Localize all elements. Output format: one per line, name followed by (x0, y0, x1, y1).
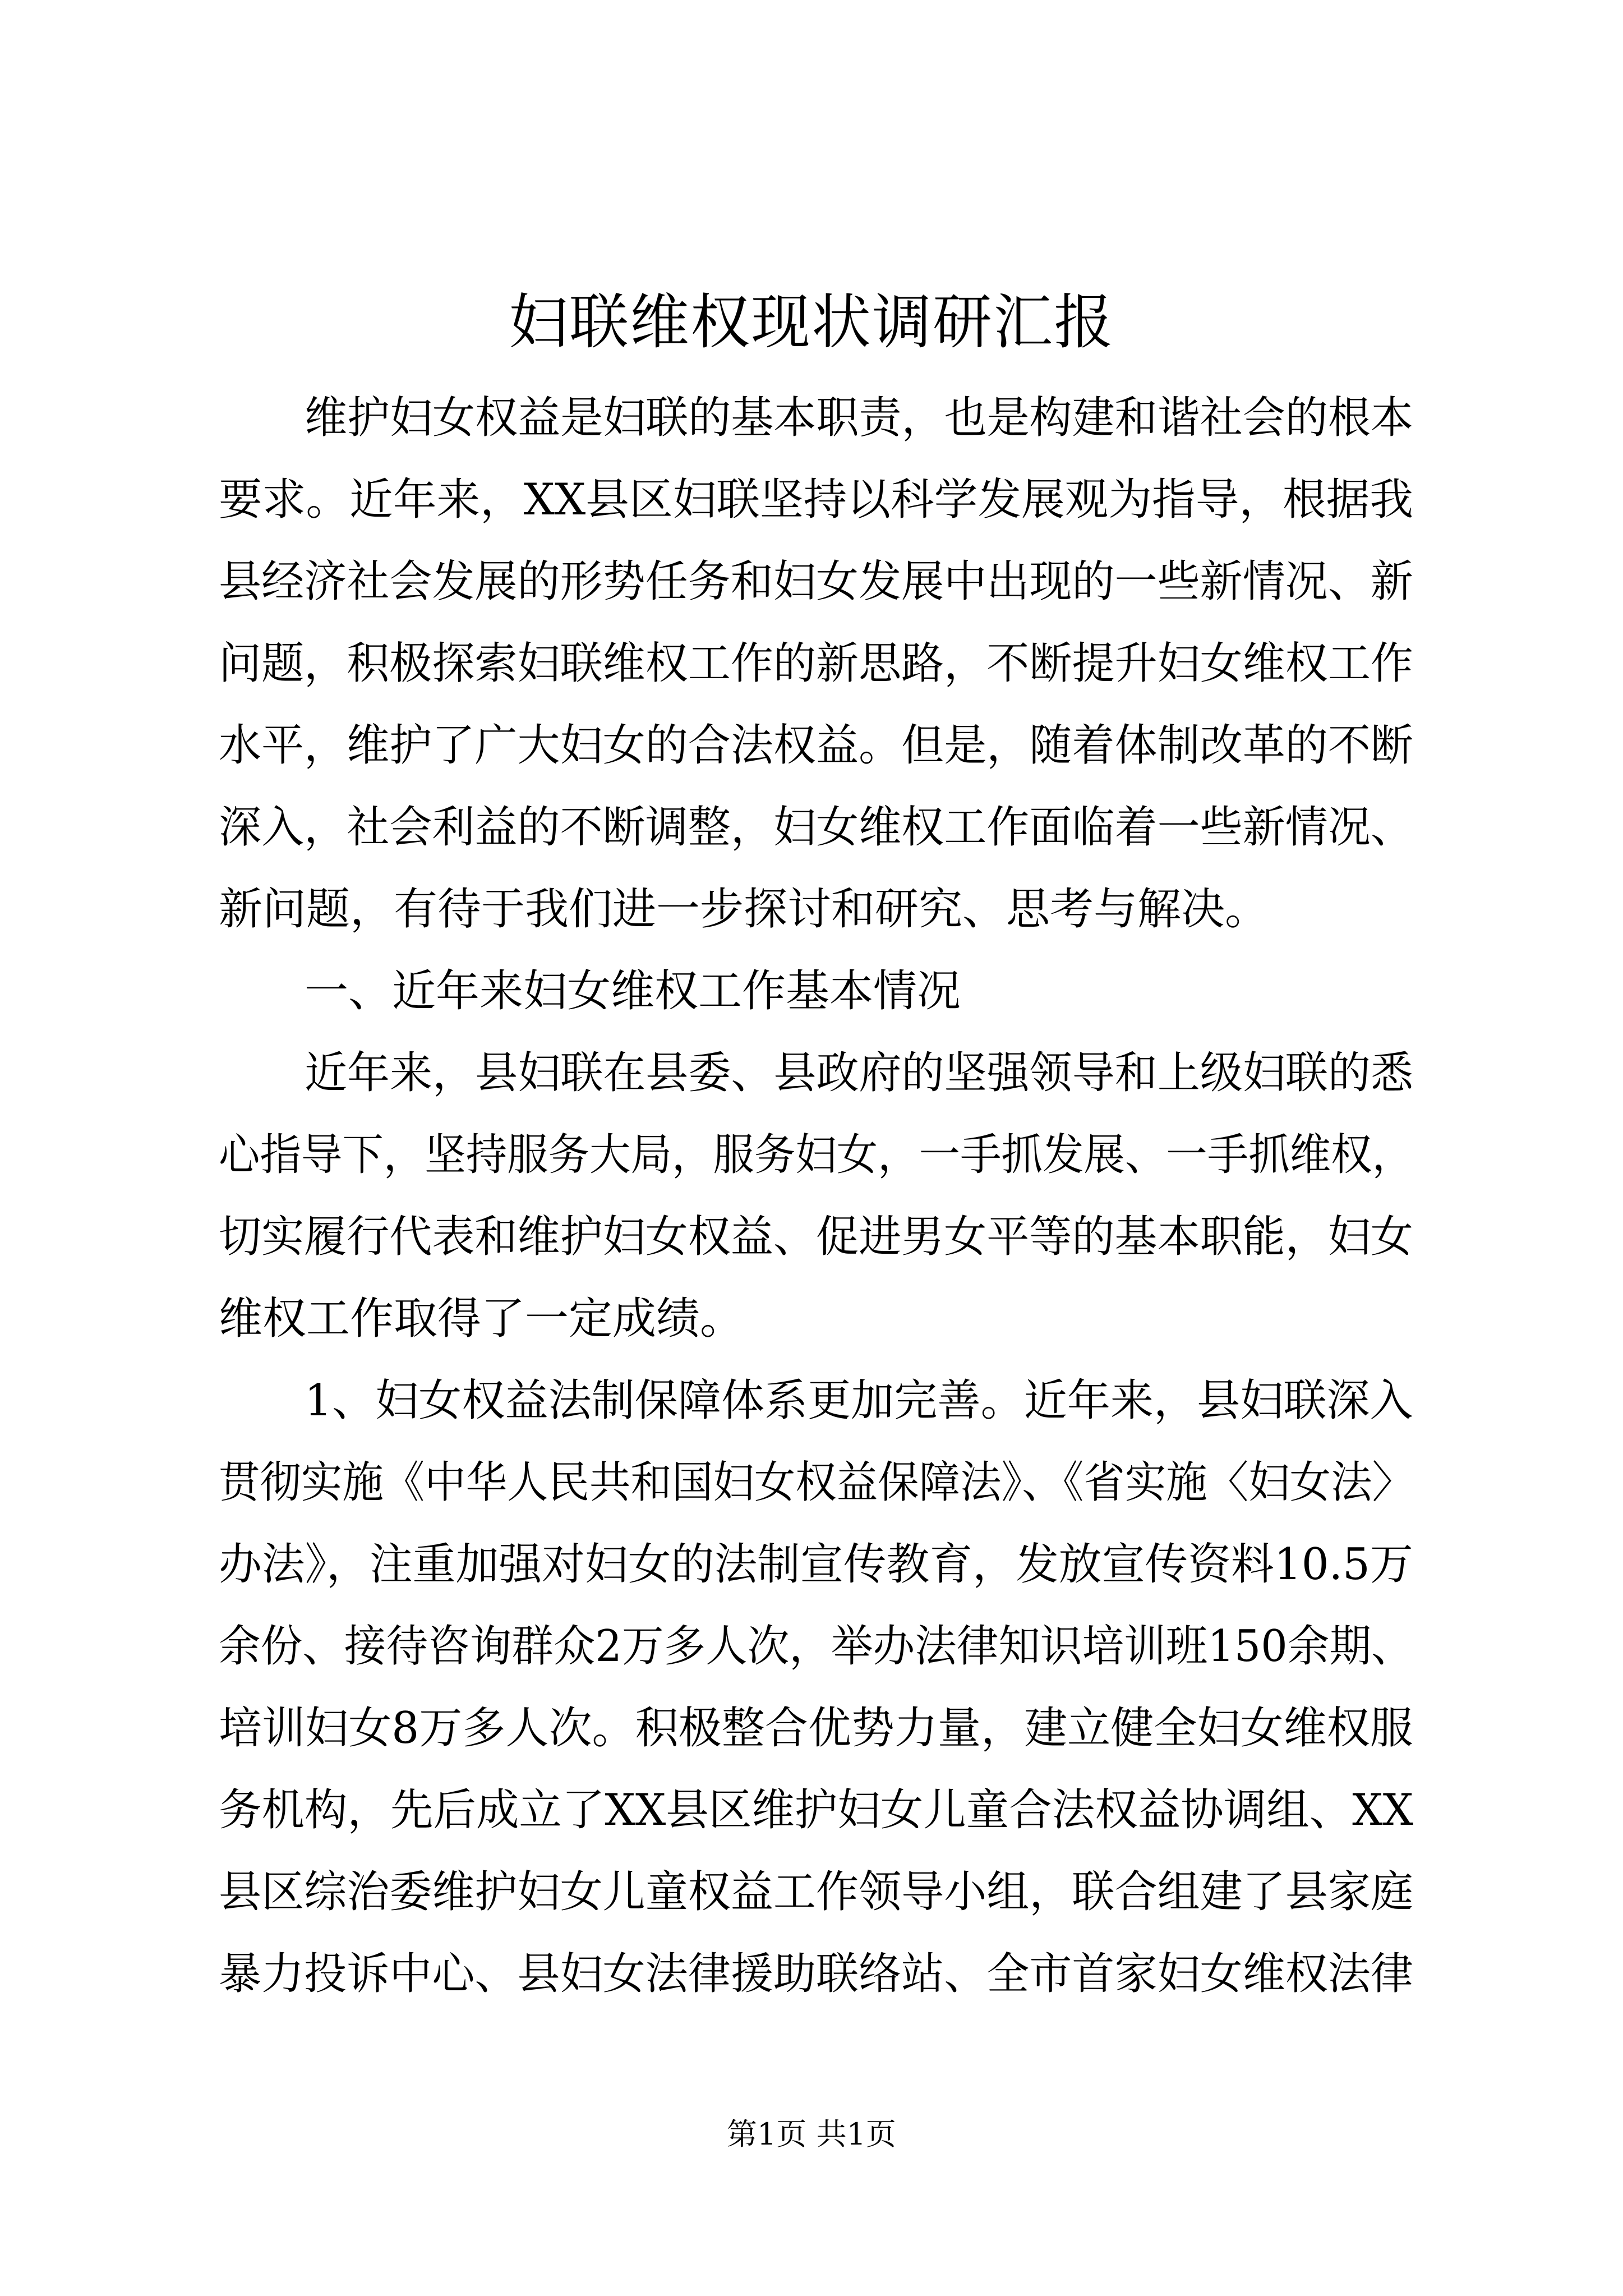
paragraph-line: 办法》，注重加强对妇女的法制宣传教育，发放宣传资料10.5万 (219, 1539, 1413, 1590)
paragraph-line: 务机构，先后成立了XX县区维护妇女儿童合法权益协调组、XX (219, 1785, 1414, 1835)
page-footer: 第1页 共1页 (727, 2116, 896, 2152)
paragraph-line: 深入，社会利益的不断调整，妇女维权工作面临着一些新情况、 (219, 802, 1414, 853)
paragraph-line: 切实履行代表和维护妇女权益、促进男女平等的基本职能，妇女 (219, 1212, 1414, 1262)
document-title: 妇联维权现状调研汇报 (509, 288, 1114, 357)
paragraph-line: 问题，积极探索妇联维权工作的新思路，不断提升妇女维权工作 (219, 638, 1414, 689)
paragraph-line: 余份、接待咨询群众2万多人次，举办法律知识培训班150余期、 (219, 1621, 1413, 1672)
paragraph-line: 贯彻实施《中华人民共和国妇女权益保障法》、《省实施〈妇女法〉 (219, 1457, 1414, 1508)
paragraph-line: 培训妇女8万多人次。积极整合优势力量，建立健全妇女维权服 (219, 1703, 1413, 1754)
paragraph-line: 维权工作取得了一定成绩。 (219, 1294, 744, 1344)
paragraph-line: 近年来，县妇联在县委、县政府的坚强领导和上级妇联的悉 (305, 1048, 1414, 1098)
paragraph-line: 1、妇女权益法制保障体系更加完善。近年来，县妇联深入 (305, 1375, 1413, 1426)
paragraph-line: 心指导下，坚持服务大局，服务妇女，一手抓发展、一手抓维权， (219, 1130, 1414, 1180)
paragraph-line: 暴力投诉中心、县妇女法律援助联络站、全市首家妇女维权法律 (219, 1949, 1414, 1999)
paragraph-line: 水平，维护了广大妇女的合法权益。但是，随着体制改革的不断 (219, 720, 1414, 771)
paragraph-line: 县经济社会发展的形势任务和妇女发展中出现的一些新情况、新 (219, 556, 1414, 607)
paragraph-line: 县区综治委维护妇女儿童权益工作领导小组，联合组建了县家庭 (219, 1867, 1414, 1917)
paragraph-line: 新问题，有待于我们进一步探讨和研究、思考与解决。 (219, 884, 1269, 935)
paragraph-line: 维护妇女权益是妇联的基本职责，也是构建和谐社会的根本 (305, 393, 1414, 443)
paragraph-line: 要求。近年来，XX县区妇联坚持以科学发展观为指导，根据我 (219, 475, 1414, 525)
section-heading: 一、近年来妇女维权工作基本情况 (305, 966, 961, 1016)
